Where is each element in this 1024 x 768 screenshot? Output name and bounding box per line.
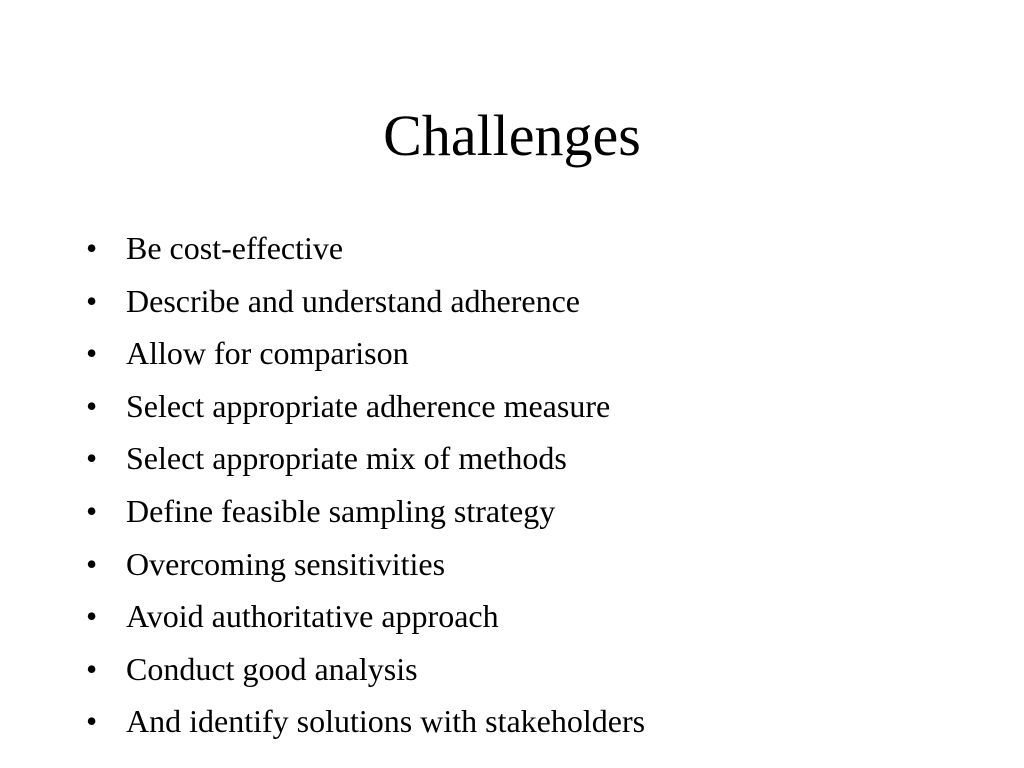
bullet-icon: •: [86, 230, 98, 266]
bullet-text: Avoid authoritative approach: [126, 598, 499, 635]
bullet-item: [86, 643, 986, 696]
bullet-item: [86, 538, 986, 591]
bullet-text: Select appropriate adherence measure: [126, 387, 611, 424]
bullet-item: [86, 590, 986, 643]
bullet-text: Select appropriate mix of methods: [126, 440, 567, 477]
bullet-text: Conduct good analysis: [126, 650, 418, 687]
bullet-icon: •: [86, 703, 98, 740]
bullet-item: [86, 695, 986, 748]
bullet-icon: •: [86, 440, 98, 477]
bullet-item: [86, 380, 986, 433]
bullet-item: [86, 485, 986, 538]
bullet-text: Allow for comparison: [126, 335, 409, 372]
bullet-icon: •: [86, 545, 98, 582]
bullet-item: [86, 275, 986, 328]
bullet-icon: •: [86, 650, 98, 687]
bullet-icon: •: [86, 335, 98, 372]
bullet-text: Overcoming sensitivities: [126, 545, 446, 582]
bullet-item: [86, 222, 986, 275]
bullet-icon: •: [86, 598, 98, 635]
bullet-item: [86, 327, 986, 380]
bullet-text: Describe and understand adherence: [126, 282, 580, 319]
slide-title: Challenges: [383, 103, 641, 168]
bullet-item: [86, 432, 986, 485]
bullet-icon: •: [86, 492, 98, 529]
bullet-list: [86, 222, 986, 748]
bullet-icon: •: [86, 387, 98, 424]
bullet-text: Define feasible sampling strategy: [126, 492, 556, 529]
bullet-text: And identify solutions with stakeholders: [126, 703, 646, 740]
bullet-text: Be cost-effective: [126, 230, 344, 266]
bullet-icon: •: [86, 282, 98, 319]
